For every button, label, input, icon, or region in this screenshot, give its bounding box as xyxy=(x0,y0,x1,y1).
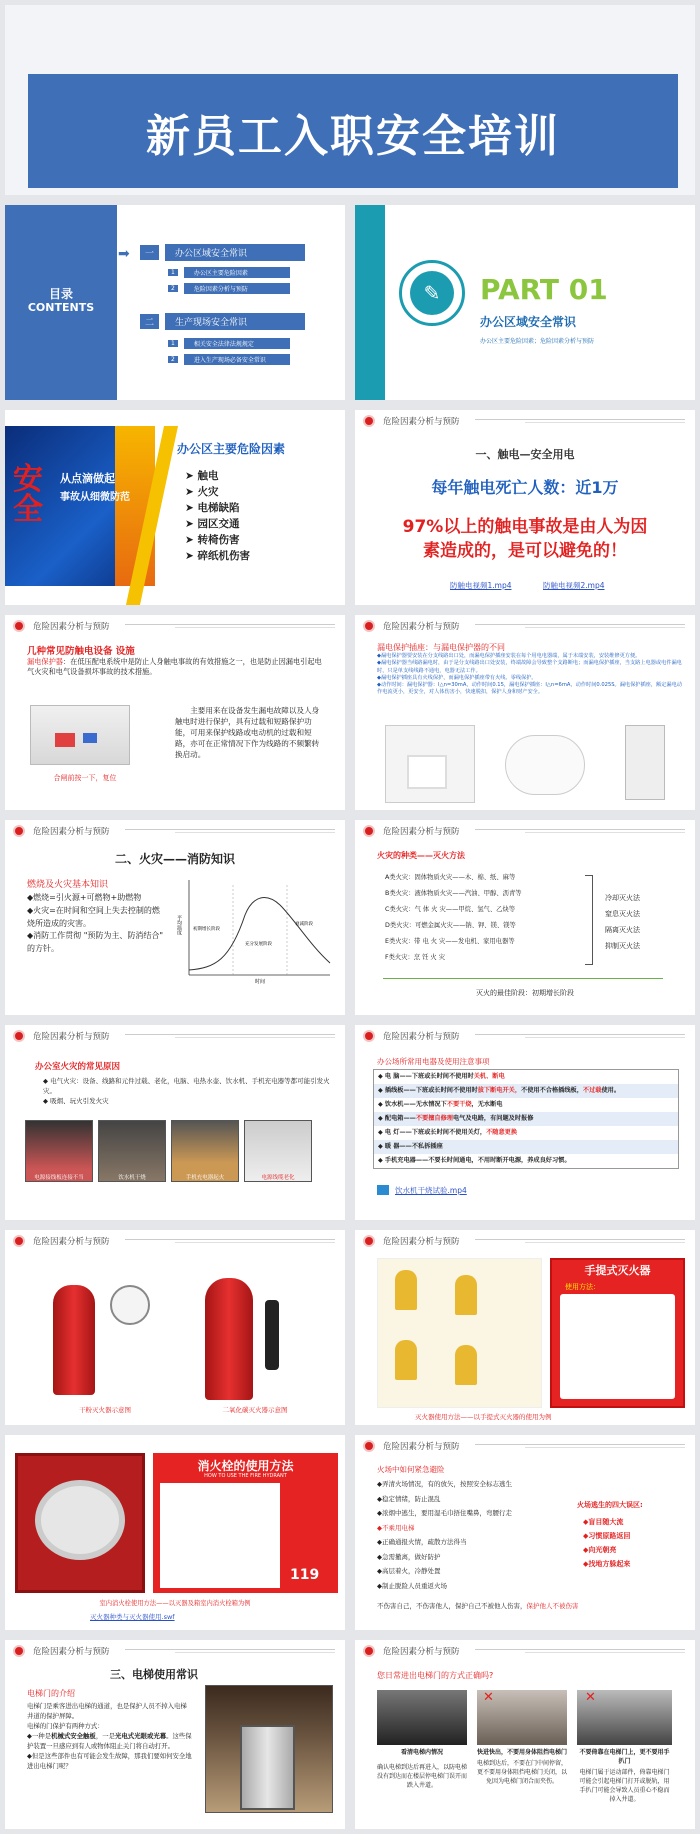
red-dot-icon xyxy=(365,417,373,425)
part-circle-inner: ✎ xyxy=(410,271,454,315)
poster-text-2: 事故从细微防范 xyxy=(60,492,130,503)
fire-subtitle: 二、火灾——消防知识 xyxy=(114,852,235,866)
appliance-row: ◆ 暖 器——不私拆插座 xyxy=(374,1140,678,1154)
extinguisher-gauge xyxy=(110,1285,150,1325)
breaker-line: ◆动作时间：漏电保护器：I△n=30mA，动作时间0.15，漏电保护插座：I△n=6mA，动作时间0.025S。漏电保护插座，额定漏电动作电流更小，更安全，对人体伤害小，快速脱扣，保护人身和财产安全。 xyxy=(377,682,682,696)
hazards-list xyxy=(185,468,250,564)
graph-stage-1: 初期增长阶段 xyxy=(193,927,220,932)
door-col-2: 快进快出，不要用身体阻挡电梯门 电梯到达后，不要在门中间停留，更不要用身体阻挡电梯门关闭，以免因为电梯门闭合而夹伤。 xyxy=(477,1749,568,1785)
door-col-1: 看清电梯内情况 确认电梯到达后再进入，以防电梯没有到达而在楼层停电梯门误开而跌入井道。 xyxy=(377,1749,468,1789)
devices-title: 几种常见防触电设备 设施 xyxy=(27,646,135,657)
slide-header: 危险因素分析与预防 xyxy=(5,1640,345,1662)
door-photo-1 xyxy=(377,1690,467,1745)
escape-title: 火场中如何紧急避险 xyxy=(377,1465,445,1474)
red-dot-icon xyxy=(365,622,373,630)
red-dot-icon xyxy=(365,1237,373,1245)
part-subtitle: 办公区主要危险因素；危险因素分析与预防 xyxy=(480,338,595,345)
poster-text-1: 从点滴做起 xyxy=(60,472,115,485)
fire-graph xyxy=(175,875,335,985)
breaker-caption: 合闸前按一下，复位 xyxy=(53,774,117,782)
misconception-list: ◆盲目随大流 ◆习惯原路返回 ◆向光朝亮 ◆找地方躲起来 xyxy=(583,1518,631,1568)
fire-types-bracket xyxy=(585,875,593,965)
devices-para-2: 主要用来在设备发生漏电故障以及人身触电时进行保护，具有过载和短路保护功能，可用来保护线路或电动机的过载和短路，亦可在正常情况下作为线路的不频繁转换启动。 xyxy=(175,706,320,759)
hydrant-slide xyxy=(5,1435,345,1630)
office-slide xyxy=(5,1025,345,1220)
slide-header: 危险因素分析与预防 xyxy=(355,1640,695,1662)
breaker-line: ◆漏电保护插座具有火线保护，而漏电保护插座带有火线、零线保护。 xyxy=(377,674,537,681)
person-figure xyxy=(395,1270,417,1310)
appliance-title: 办公场所常用电器及使用注意事项 xyxy=(377,1057,490,1066)
devices-para-1: 漏电保护器：在低压配电系统中是防止人身触电事故的有效措施之一，也是防止因漏电引起电气火灾和电气设备损坏事故的技术措施。 xyxy=(27,657,322,677)
handheld-title: 手提式灭火器 xyxy=(584,1264,651,1277)
plug-photo xyxy=(505,735,585,795)
toc-heading: 目录 xyxy=(48,287,73,301)
appliance-row: ◆ 配电箱——不要擅自修理电气及电路，有问题及时报修 xyxy=(374,1112,678,1126)
misconception-title: 火场逃生的四大误区: xyxy=(577,1501,643,1509)
hydrant-title: 消火栓的使用方法 xyxy=(197,1459,294,1473)
handheld-caption: 灭火器使用方法——以手提式灭火器的使用为例 xyxy=(415,1413,552,1421)
handheld-use: 使用方法： xyxy=(565,1283,600,1291)
red-dot-icon xyxy=(15,1237,23,1245)
elevator-text: 电梯门是乘客进出电梯的通道，也是保护人员不掉入电梯井道的保护屏障。 电梯的门保护有两种方式： ◆一种是机械式安全触板，一是光电式光眼或光幕。这些保护装置一旦感应到有人或物体阻止关门将自动打开。 ◆但是这些部件也有可能会发生故障，那我们要如何安全地进出电梯门呢？ xyxy=(27,1702,192,1770)
elevator-door xyxy=(240,1725,295,1810)
fire-slide xyxy=(5,820,345,1015)
fire-title: 燃烧及火灾基本知识 xyxy=(27,880,109,890)
hydrant-steps xyxy=(160,1483,280,1588)
poster-char: 安全 xyxy=(13,462,43,527)
title-text: 新员工入职安全培训 xyxy=(146,111,560,162)
cross-icon: ✕ xyxy=(585,1690,596,1705)
elevator-slide xyxy=(5,1640,345,1829)
cross-icon: ✕ xyxy=(483,1690,494,1705)
fire-list: ◆燃烧=引火源+可燃物+助燃物 ◆火灾=在时间和空间上失去控制的燃烧所造成的灾害。 ◆消防工作贯彻 "预防为主、防消结合" 的方针。 xyxy=(27,893,164,954)
power-strip-photo xyxy=(625,725,665,800)
electric-slide xyxy=(355,410,695,605)
hydrant-video-link[interactable]: 灭火器种类与灭火器使用.swf xyxy=(90,1613,175,1621)
appliance-row: ◆ 插线板——下班或长时间不使用时拔下断电开关，不使用不合格插线板，不过载使用。 xyxy=(374,1084,678,1098)
toc-section-2: 二 生产现场安全常识 1 相关安全法律法规规定 2 进入生产现场必备安全常识 xyxy=(140,313,305,365)
breaker-photo xyxy=(30,705,130,765)
graph-stage-2: 充分发展阶段 xyxy=(245,942,272,947)
fire-types-slide xyxy=(355,820,695,1015)
elevator-title: 电梯门的介绍 xyxy=(27,1689,75,1698)
part-title: 办公区域安全常识 xyxy=(480,315,577,329)
extinguisher-slide xyxy=(5,1230,345,1425)
warning-text: 97%以上的触电事故是由人为因素造成的，是可以避免的！ xyxy=(402,517,648,561)
hazard-item: ➤ 火灾 xyxy=(185,486,219,498)
hydrant-caption: 室内消火栓使用方法——以灭器及箱室内消火栓箱为例 xyxy=(99,1600,251,1607)
escape-list: ◆弄清火场情况，有的放矢，按照安全标志逃生 ◆稳定情绪，防止混乱 ◆浓烟中逃生，要用湿毛巾捂住嘴鼻，弯腰行走 ◆不乘用电梯 ◆正确通报火情，疏散方法得当 ◆急需撤离，做好防护 ◆高层着火，冷静处置 ◆制止脱险人员重返火场 xyxy=(377,1480,512,1590)
slide-header: 危险因素分析与预防 xyxy=(5,1025,345,1047)
video-link-1[interactable]: 防触电视频1.mp4 xyxy=(450,581,512,590)
cause-caption: 电源线缆老化 xyxy=(261,1175,295,1181)
part-teal-bar xyxy=(355,205,385,400)
co2-horn xyxy=(265,1300,279,1370)
escape-slide xyxy=(355,1435,695,1630)
appliance-row: ◆ 电 脑——下班或长时间不使用时关机、断电 xyxy=(374,1070,678,1084)
appliance-row: ◆ 电 灯——下班或长时间不使用关灯，不随意更换 xyxy=(374,1126,678,1140)
cause-caption: 电源接线板连接不当 xyxy=(34,1175,84,1181)
breaker-line: ◆漏电保护器要安装在分支线路出口处，而漏电保护插座安装在每个用电电器端，属于末端安装，安装维修更方便。 xyxy=(377,653,641,659)
red-dot-icon xyxy=(365,1647,373,1655)
red-dot-icon xyxy=(15,622,23,630)
toc-heading-en: CONTENTS xyxy=(27,301,95,314)
slide-header: 危险因素分析与预防 xyxy=(355,1230,695,1252)
toc-section-1: 一 办公区域安全常识 1 办公区主要危险因素 2 危险因素分析与预防 xyxy=(140,244,305,294)
co2-extinguisher xyxy=(205,1278,253,1400)
breaker-line: ◆漏电保护器当线路漏电时，由于是分支线路出口处安装，终端故障会导致整个支路断电；而漏电保护插座，当支路上电器或电件漏电时，只是单支线线路不通电，电器无法工作。 xyxy=(377,660,682,674)
slide-header: 危险因素分析与预防 xyxy=(355,410,695,432)
appliance-table xyxy=(373,1069,679,1169)
graph-ylabel: 平均温度 xyxy=(176,915,182,935)
door-slide xyxy=(355,1640,695,1829)
socket-outlet xyxy=(407,755,447,789)
graph-xlabel: 时间 xyxy=(255,979,266,985)
part-slide xyxy=(355,205,695,400)
red-dot-icon xyxy=(365,1032,373,1040)
hydrant-en: HOW TO USE THE FIRE HYDRANT xyxy=(204,1473,287,1479)
hazard-item: ➤ 转椅伤害 xyxy=(185,534,240,546)
office-title: 办公室火灾的常见原因 xyxy=(35,1062,121,1072)
hydrant-phone: 119 xyxy=(290,1567,320,1583)
slide-header: 危险因素分析与预防 xyxy=(355,1435,695,1457)
hazards-title: 办公区主要危险因素 xyxy=(177,442,286,456)
slide-header: 危险因素分析与预防 xyxy=(5,615,345,637)
fire-types-title: 火灾的种类——灭火方法 xyxy=(377,851,465,860)
appliance-slide xyxy=(355,1025,695,1220)
appliance-row: ◆ 手机充电器——不要长时间通电，不用时断开电源，养成良好习惯。 xyxy=(374,1154,678,1168)
slide-header: 危险因素分析与预防 xyxy=(355,615,695,637)
person-figure xyxy=(395,1340,417,1380)
devices-slide xyxy=(5,615,345,810)
red-dot-icon xyxy=(15,1032,23,1040)
arrow-icon: ➡ xyxy=(118,246,130,262)
graph-stage-3: 衰减阶段 xyxy=(295,922,313,927)
red-dot-icon xyxy=(365,827,373,835)
breaker-title: 漏电保护插座：与漏电保护器的不同 xyxy=(377,643,505,652)
breaker-blue-switch xyxy=(83,733,97,743)
part-number: PART 01 xyxy=(480,273,608,306)
person-figure xyxy=(455,1275,477,1315)
hydrant-hose xyxy=(35,1480,125,1560)
handheld-steps xyxy=(560,1294,675,1399)
breaker-lines xyxy=(377,653,682,697)
video-link-2[interactable]: 防触电视频2.mp4 xyxy=(543,581,605,590)
fire-types-footer: 灭火的最佳阶段：初期增长阶段 xyxy=(476,989,574,997)
elevator-subtitle: 三、电梯使用常识 xyxy=(110,1668,198,1681)
slide-header: 危险因素分析与预防 xyxy=(355,1025,695,1047)
death-stat: 每年触电死亡人数：近1万 xyxy=(431,478,619,497)
hazard-item: ➤ 触电 xyxy=(185,470,219,482)
cause-caption: 手机充电器起火 xyxy=(185,1175,225,1181)
fire-types-divider xyxy=(383,978,663,979)
door-col-3: 不要倚靠在电梯门上，更不要用手扒门 电梯门属于运动部件，倚靠电梯门可能会引起电梯门打开或脱轨，用手扒门可能会导致人员重心不稳而掉入井道。 xyxy=(579,1749,670,1803)
door-question: 您日常进出电梯门的方式正确吗? xyxy=(377,1671,494,1680)
hazards-slide xyxy=(5,410,345,605)
slide-header: 危险因素分析与预防 xyxy=(5,820,345,842)
slide-header: 危险因素分析与预防 xyxy=(5,1230,345,1252)
video-link[interactable]: 饮水机干烧试验.mp4 xyxy=(395,1186,467,1195)
red-dot-icon xyxy=(15,827,23,835)
person-figure xyxy=(455,1345,477,1385)
escape-footer: 不伤害自己，不伤害他人，保护自己不被他人伤害，保护他人不被伤害 xyxy=(377,1602,579,1610)
title-slide xyxy=(5,5,695,195)
cause-caption: 饮水机干烧 xyxy=(118,1175,146,1181)
electric-subtitle: 一、触电—安全用电 xyxy=(475,448,575,461)
video-icon xyxy=(377,1185,389,1195)
ext-caption-1: 干粉灭火器示意图 xyxy=(79,1406,131,1414)
ext-caption-2: 二氧化碳灭火器示意图 xyxy=(222,1406,288,1414)
fire-types-rows: A类火灾：固体物质火灾——木、棉、纸、麻等 B类火灾：液体物质火灾——汽油、甲醇、沥青等 C类火灾：气 体 火 灾——甲烷、氢气、乙炔等 D类火灾：可燃金属火灾——钠、钾、镁、镁等 E类火灾：带 电 火 灾——发电机、家用电器等 F类火灾：烹 饪 火 灾 xyxy=(385,874,522,961)
fire-methods: 冷却灭火法 窒息灭火法 隔离灭火法 抑制灭火法 xyxy=(605,894,640,950)
appliance-row: ◆ 饮水机——无水情况下不要干烧，无水断电 xyxy=(374,1098,678,1112)
red-dot-icon xyxy=(15,1647,23,1655)
dry-powder-extinguisher xyxy=(53,1285,95,1395)
hazard-item: ➤ 园区交通 xyxy=(185,518,240,530)
breaker-slide xyxy=(355,615,695,810)
slide-header: 危险因素分析与预防 xyxy=(355,820,695,842)
office-list: ◆ 电气火灾：设备、线路和元件过载、老化，电脑、电热水壶、饮水机、手机充电器等都可能引发火灾。 ◆ 吸烟、玩火引发火灾 xyxy=(43,1077,330,1105)
handheld-slide xyxy=(355,1230,695,1425)
breaker-red-switch xyxy=(55,733,75,747)
hazard-item: ➤ 碎纸机伤害 xyxy=(185,550,250,562)
hazard-item: ➤ 电梯缺陷 xyxy=(185,502,240,514)
red-dot-icon xyxy=(365,1442,373,1450)
toc-slide xyxy=(5,205,345,400)
